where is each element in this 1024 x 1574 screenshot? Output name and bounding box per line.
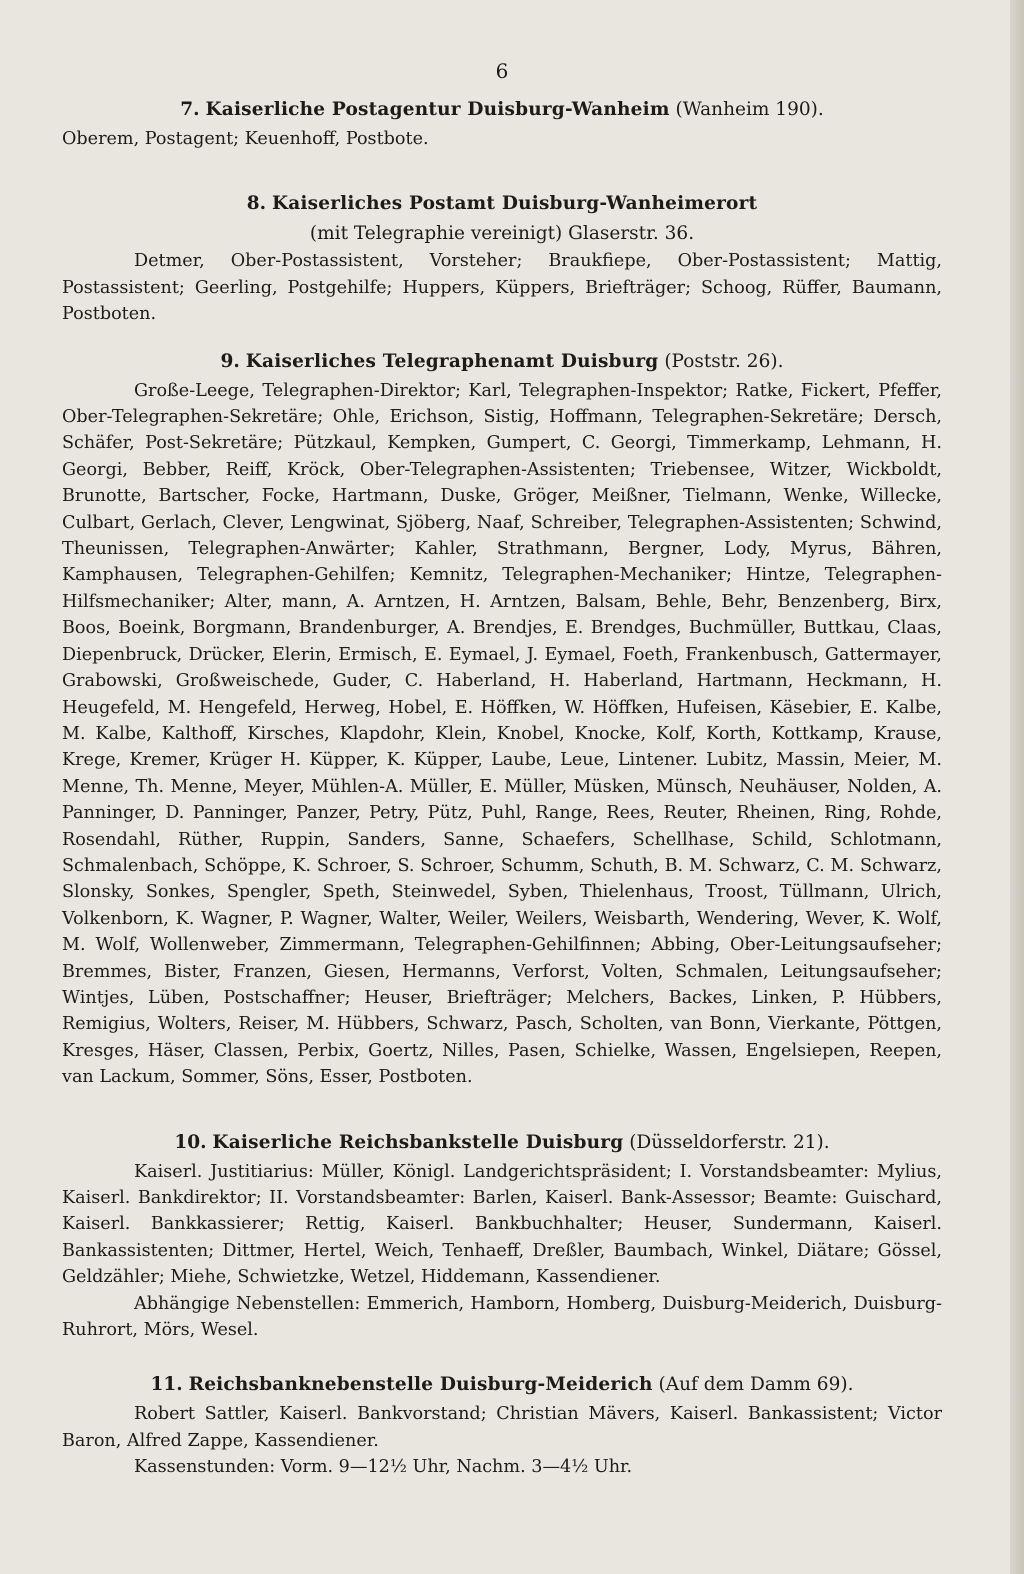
section-paragraph: Detmer, Ober-Postassistent, Vorsteher; Braukfiepe, Ober-Postassistent; Mattig, Postassistent; Geerling, Postgehilfe; Huppers, Küppers, Briefträger; Schoog, Rüffer, Baumann, Postboten. (62, 251, 942, 325)
section-11 (62, 1369, 942, 1480)
section-suffix: (Poststr. 26). (664, 350, 784, 372)
section-paragraph: Große-Leege, Telegraphen-Direktor; Karl, Telegraphen-Inspektor; Ratke, Fickert, Pfeffer, Ober-Telegraphen-Sekretäre; Ohle, Erichson, Sistig, Hoffmann, Telegraphen-Sekretäre; Dersch, Schäfer, Post-Sekretäre; Pützkaul, Kempken, Gumpert, C. Georgi, Timmerkamp, Lehmann, H. Georgi, Bebber, Reiff, Kröck, Ober-Telegraphen-Assistenten; Triebensee, Witzer, Wickboldt, Brunotte, Bartscher, Focke, Hartmann, Duske, Gröger, Meißner, Tielmann, Wenke, Willecke, Culbart, Gerlach, Clever, Lengwinat, Sjöberg, Naaf, Schreiber, Telegraphen-Assistenten; Schwind, Theunissen, Telegraphen-Anwärter; Kahler, Strathmann, Bergner, Lody, Myrus, Bähren, Kamphausen, Telegraphen-Gehilfen; Kemnitz, Telegraphen-Mechaniker; Hintze, Telegraphen-Hilfsmechaniker; Alter, mann, A. Arntzen, H. Arntzen, Balsam, Behle, Behr, Benzenberg, Birx, Boos, Boeink, Borgmann, Brandenburger, A. Brendjes, E. Brendges, Buchmüller, Buttkau, Claas, Diepenbruck, Drücker, Elerin, Ermisch, E. Eymael, J. Eymael, Foeth, Frankenbusch, Gattermayer, Grabowski, Großweischede, Guder, C. Haberland, H. Haberland, Hartmann, Heckmann, H. Heugefeld, M. Hengefeld, Herweg, Hobel, E. Höffken, W. Höffken, Hufeisen, Käsebier, E. Kalbe, M. Kalbe, Kalthoff, Kirsches, Klapdohr, Klein, Knobel, Knocke, Kolf, Korth, Kottkamp, Krause, Krege, Kremer, Krüger H. Küpper, K. Küpper, Laube, Leue, Lintener. Lubitz, Massin, Meier, M. Menne, Th. Menne, Meyer, Mühlen-A. Müller, E. Müller, Müsken, Münsch, Neuhäuser, Nolden, A. Panninger, D. Panninger, Panzer, Petry, Pütz, Puhl, Range, Rees, Reuter, Rheinen, Ring, Rohde, Rosendahl, Rüther, Ruppin, Sanders, Sanne, Schaefers, Schellhase, Schild, Schlotmann, Schmalenbach, Schöppe, K. Schroer, S. Schroer, Schumm, Schuth, B. M. Schwarz, C. M. Schwarz, Slonsky, Sonkes, Spengler, Speth, Steinwedel, Syben, Thielenhaus, Troost, Tüllmann, Ulrich, Volkenborn, K. Wagner, P. Wagner, Walter, Weiler, Weilers, Weisbarth, Wendering, Wever, K. Wolf, M. Wolf, Wollenweber, Zimmermann, Telegraphen-Gehilfinnen; Abbing, Ober-Leitungsaufseher; Bremmes, Bister, Franzen, Giesen, Hermanns, Verforst, Volten, Schmalen, Leitungsaufseher; Wintjes, Lüben, Postschaffner; Heuser, Briefträger; Melchers, Backes, Linken, P. Hübbers, Remigius, Wolters, Reiser, M. Hübbers, Schwarz, Pasch, Scholten, van Bonn, Vierkante, Pöttgen, Kresges, Häser, Classen, Perbix, Goertz, Nilles, Pasen, Schielke, Wassen, Engelsiepen, Reepen, van Lackum, Sommer, Söns, Esser, Postboten. (62, 380, 942, 1088)
section-suffix: (Düsseldorferstr. 21). (629, 1131, 830, 1153)
section-heading (62, 1369, 942, 1401)
section-heading (62, 346, 942, 378)
section-suffix: (Auf dem Damm 69). (658, 1374, 854, 1396)
section-title: Reichsbanknebenstelle Duisburg-Meiderich (188, 1374, 653, 1396)
section-number: 9. (220, 350, 240, 372)
page-number: 6 (495, 59, 509, 83)
section-8 (62, 188, 942, 327)
section-heading (62, 94, 942, 126)
section-9 (62, 346, 942, 1091)
section-paragraph: Kassenstunden: Vorm. 9—12½ Uhr, Nachm. 3—4½ Uhr. (134, 1457, 633, 1478)
section-title: Kaiserliche Postagentur Duisburg-Wanheim (205, 99, 670, 120)
section-number: 7. (180, 99, 200, 120)
section-title: Kaiserliches Telegraphenamt Duisburg (245, 350, 659, 372)
section-paragraph: Abhängige Nebenstellen: Emmerich, Hamborn, Homberg, Duisburg-Meiderich, Duisburg-Ruhrort, Mörs, Wesel. (62, 1293, 942, 1341)
section-heading (62, 188, 942, 220)
section-subtitle: (mit Telegraphie vereinigt) Glaserstr. 36. (309, 223, 695, 245)
page-content (62, 56, 942, 1481)
section-number: 10. (174, 1131, 207, 1153)
section-7 (62, 94, 942, 152)
section-paragraph: Oberem, Postagent; Keuenhoff, Postbote. (62, 129, 429, 149)
section-title: Kaiserliches Postamt Duisburg-Wanheimerort (271, 193, 758, 215)
section-paragraph: Kaiserl. Justitiarius: Müller, Königl. Landgerichtspräsident; I. Vorstandsbeamter: Mylius, Kaiserl. Bankdirektor; II. Vorstandsbeamter: Barlen, Kaiserl. Bank-Assessor; Beamte: Guischard, Kaiserl. Bankkassierer; Rettig, Kaiserl. Bankbuchhalter; Heuser, Sundermann, Kaiserl. Bankassistenten; Dittmer, Hertel, Weich, Tenhaeff, Dreßler, Baumbach, Winkel, Diätare; Gössel, Geldzähler; Miehe, Schwietzke, Wetzel, Hiddemann, Kassendiener. (62, 1161, 942, 1288)
section-10 (62, 1127, 942, 1344)
section-suffix: (Wanheim 190). (675, 99, 824, 120)
section-paragraph: Robert Sattler, Kaiserl. Bankvorstand; Christian Mävers, Kaiserl. Bankassistent; Victor Baron, Alfred Zappe, Kassendiener. (62, 1404, 942, 1451)
section-number: 8. (246, 193, 267, 215)
section-title: Kaiserliche Reichsbankstelle Duisburg (212, 1131, 624, 1153)
section-number: 11. (150, 1374, 183, 1396)
section-heading (62, 1127, 942, 1159)
page-edge-shadow (1010, 0, 1024, 1574)
